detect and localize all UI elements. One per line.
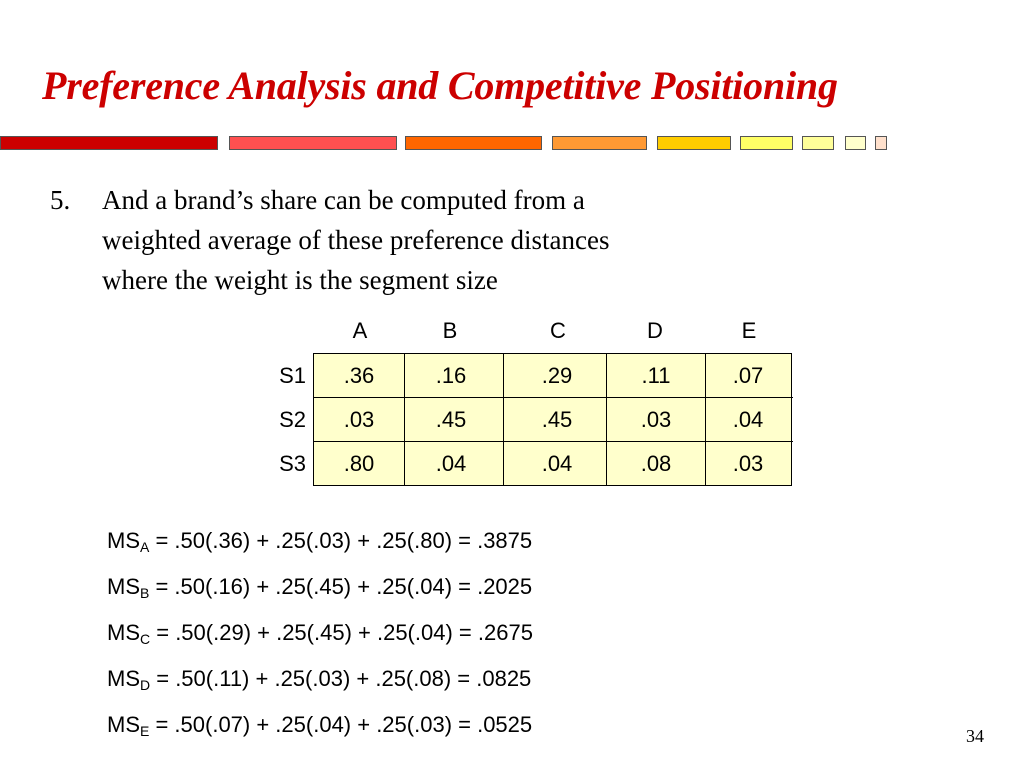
decor-bar <box>875 136 887 150</box>
eq-prefix: MS <box>107 620 140 645</box>
row-header: S3 <box>279 451 306 476</box>
decor-bar <box>845 136 866 150</box>
point-line: And a brand’s share can be computed from a <box>102 185 585 215</box>
table-divider <box>313 397 793 398</box>
market-share-equation <box>107 666 531 693</box>
table-divider <box>503 353 504 486</box>
market-share-equation <box>107 528 532 555</box>
decor-bar <box>802 136 834 150</box>
column-header: E <box>741 318 757 343</box>
decor-bar <box>552 136 647 150</box>
decor-bar <box>657 136 731 150</box>
column-header: C <box>550 318 566 343</box>
column-header: D <box>647 318 663 343</box>
table-cell: .36 <box>343 363 375 388</box>
eq-prefix: MS <box>107 574 140 599</box>
point-number: 5. <box>50 185 71 215</box>
table-cell: .07 <box>732 363 764 388</box>
eq-expression: = .50(.29) + .25(.45) + .25(.04) = .2675 <box>150 620 533 645</box>
market-share-equation <box>107 712 532 739</box>
table-divider <box>606 353 607 486</box>
table-cell: .04 <box>541 451 573 476</box>
table-cell: .03 <box>640 407 672 432</box>
eq-subscript: B <box>140 585 150 601</box>
table-cell: .11 <box>641 363 671 388</box>
table-cell: .45 <box>435 407 467 432</box>
table-cell: .29 <box>541 363 573 388</box>
table-cell: .04 <box>435 451 467 476</box>
slide-title: Preference Analysis and Competitive Positioning <box>42 63 838 108</box>
decor-bar <box>229 136 397 150</box>
decor-bar <box>740 136 793 150</box>
page-number: 34 <box>966 726 984 746</box>
decor-bar <box>405 136 542 150</box>
table-cell: .45 <box>541 407 573 432</box>
table-cell: .80 <box>343 451 375 476</box>
table-cell: .03 <box>343 407 375 432</box>
table-divider <box>313 441 793 442</box>
table-cell: .16 <box>435 363 467 388</box>
point-line: where the weight is the segment size <box>102 265 498 295</box>
column-header: A <box>352 318 368 343</box>
eq-prefix: MS <box>107 712 140 737</box>
table-cell: .08 <box>640 451 672 476</box>
eq-subscript: C <box>140 631 151 647</box>
eq-expression: = .50(.16) + .25(.45) + .25(.04) = .2025 <box>149 574 533 599</box>
decor-bar <box>0 136 218 150</box>
eq-subscript: A <box>140 539 150 555</box>
eq-expression: = .50(.36) + .25(.03) + .25(.80) = .3875 <box>149 528 533 553</box>
eq-expression: = .50(.07) + .25(.04) + .25(.03) = .0525 <box>149 712 533 737</box>
market-share-equation <box>107 620 533 647</box>
table-cell: .03 <box>732 451 764 476</box>
column-header: B <box>442 318 458 343</box>
row-header: S1 <box>279 363 306 388</box>
row-header: S2 <box>279 407 306 432</box>
point-line: weighted average of these preference distances <box>102 225 610 255</box>
market-share-equation <box>107 574 532 601</box>
table-cell: .04 <box>732 407 764 432</box>
eq-prefix: MS <box>107 528 140 553</box>
point-text <box>102 180 802 300</box>
eq-subscript: D <box>140 677 151 693</box>
eq-prefix: MS <box>107 666 140 691</box>
table-divider <box>404 353 405 486</box>
eq-subscript: E <box>140 723 150 739</box>
eq-expression: = .50(.11) + .25(.03) + .25(.08) = .0825 <box>150 666 532 691</box>
table-divider <box>705 353 706 486</box>
